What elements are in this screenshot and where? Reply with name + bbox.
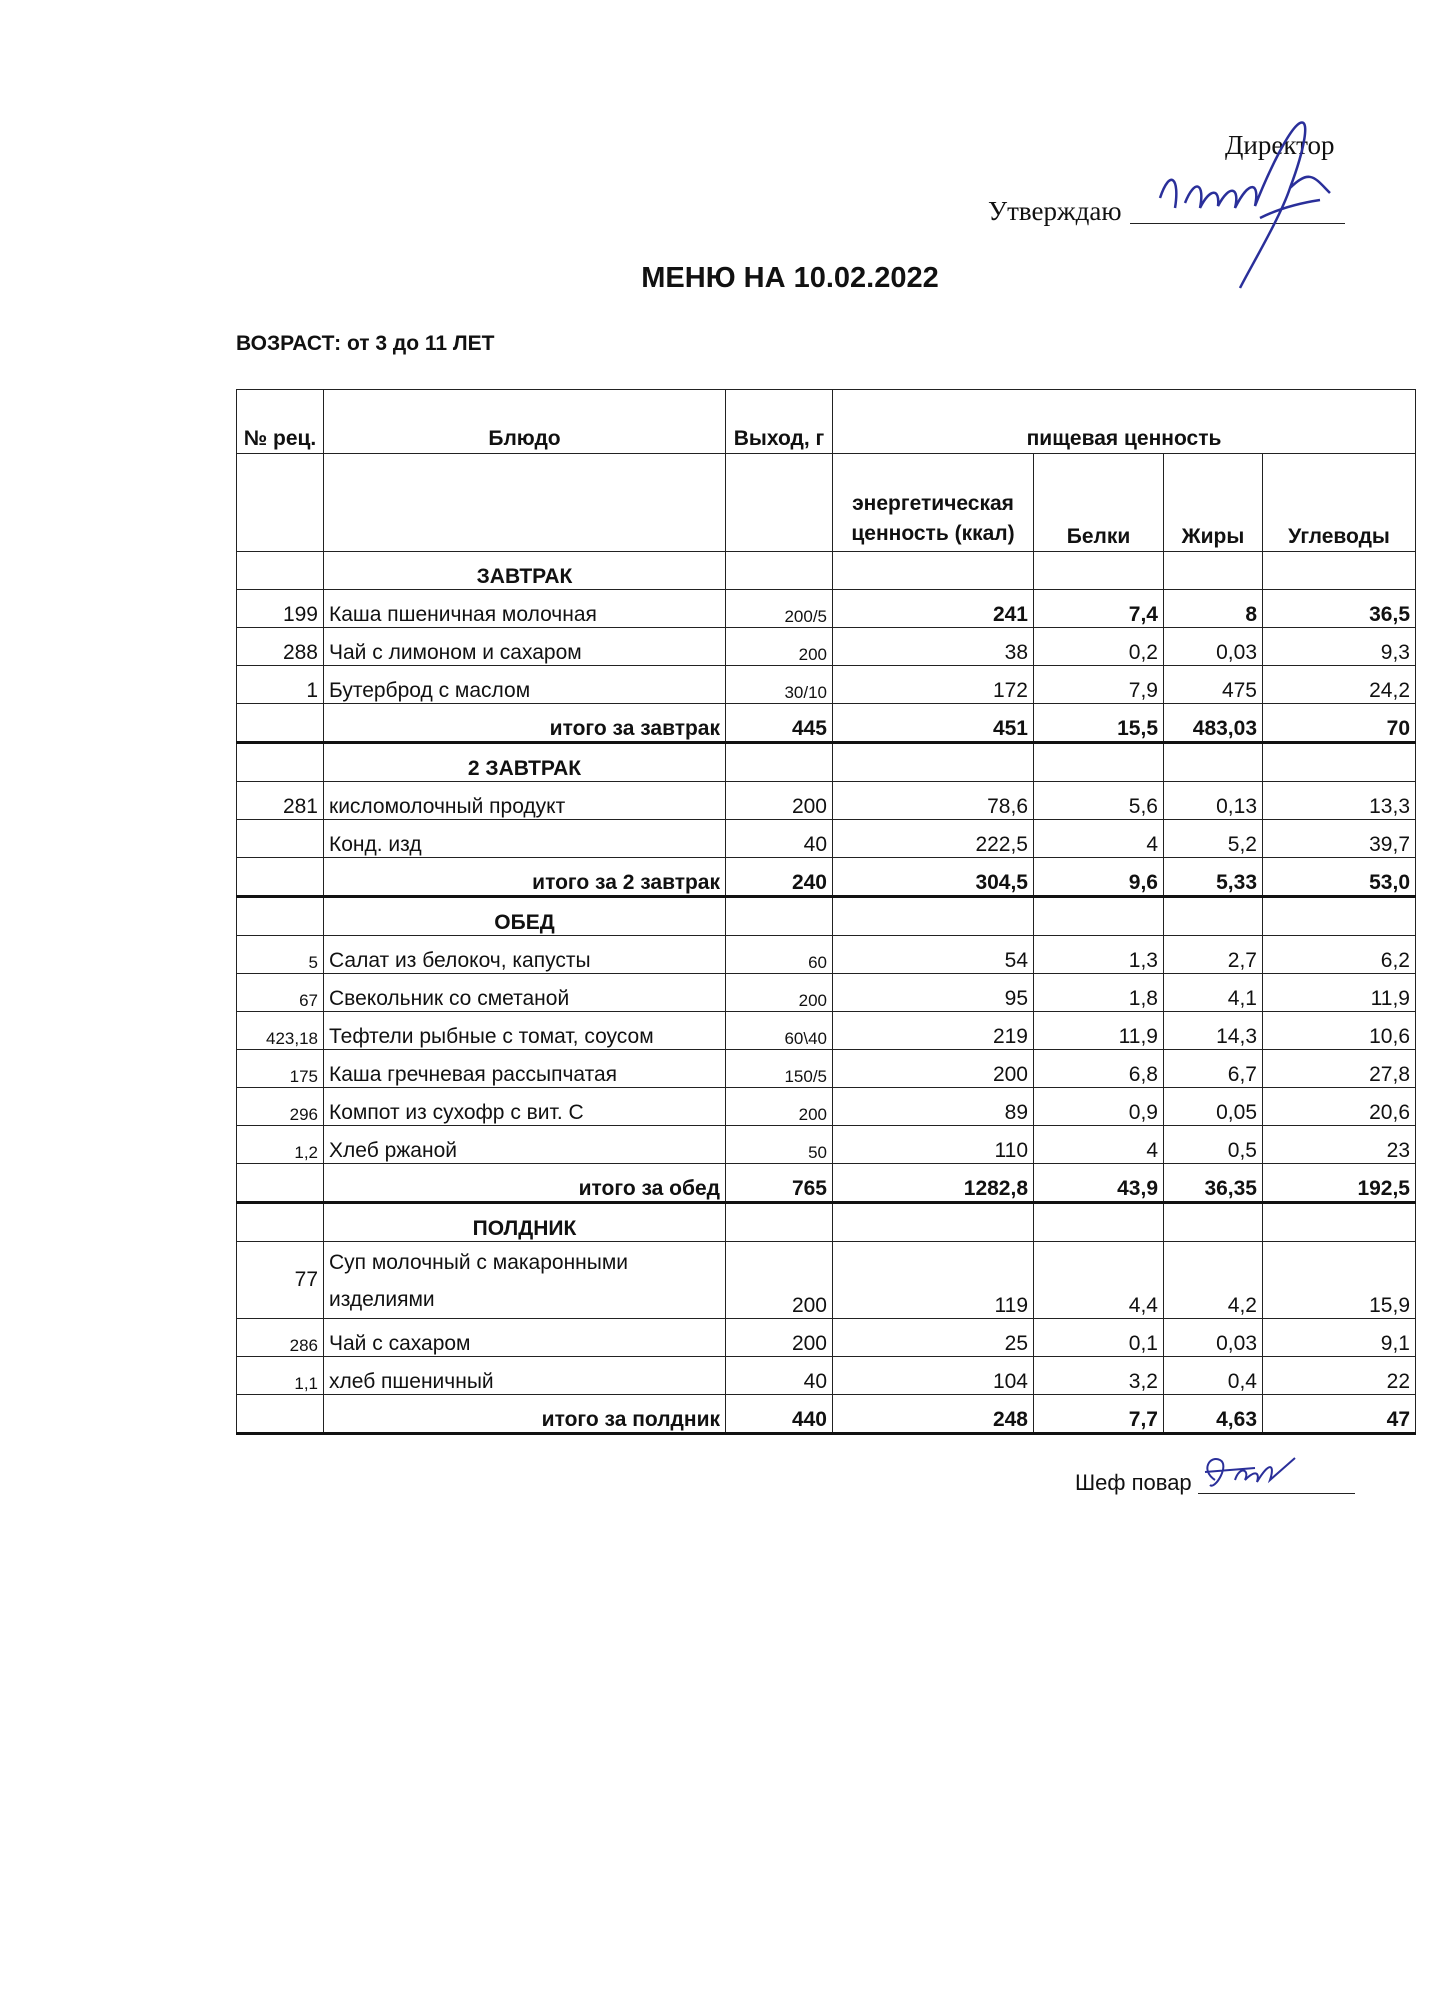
carbs-value: 47 <box>1263 1395 1416 1434</box>
col-dish: Блюдо <box>324 390 726 454</box>
rec-cell <box>237 743 324 782</box>
protein-value: 15,5 <box>1034 704 1164 743</box>
protein-value: 0,9 <box>1034 1088 1164 1126</box>
table-row <box>237 1012 1416 1050</box>
dish-name: Чай с сахаром <box>324 1319 726 1357</box>
rec-number: 423,18 <box>237 1012 324 1050</box>
rec-cell <box>237 897 324 936</box>
empty-cell <box>1263 1203 1416 1242</box>
dish-name: Хлеб ржаной <box>324 1126 726 1164</box>
protein-value: 4 <box>1034 1126 1164 1164</box>
col-energy: энергетическая ценность (ккал) <box>833 454 1034 552</box>
rec-number: 175 <box>237 1050 324 1088</box>
yield-value: 200 <box>726 782 833 820</box>
yield-value: 440 <box>726 1395 833 1434</box>
section-title: 2 ЗАВТРАК <box>324 743 726 782</box>
section-title: ЗАВТРАК <box>324 552 726 590</box>
carbs-value: 15,9 <box>1263 1242 1416 1319</box>
yield-value: 200 <box>726 1242 833 1319</box>
fat-value: 6,7 <box>1164 1050 1263 1088</box>
energy-value: 25 <box>833 1319 1034 1357</box>
fat-value: 5,33 <box>1164 858 1263 897</box>
dish-name: хлеб пшеничный <box>324 1357 726 1395</box>
fat-value: 0,03 <box>1164 1319 1263 1357</box>
rec-number: 5 <box>237 936 324 974</box>
carbs-value: 9,1 <box>1263 1319 1416 1357</box>
table-row <box>237 1319 1416 1357</box>
dish-name: Каша гречневая рассыпчатая <box>324 1050 726 1088</box>
empty-cell <box>1164 743 1263 782</box>
empty-cell <box>1164 1203 1263 1242</box>
col-fat: Жиры <box>1164 454 1263 552</box>
fat-value: 14,3 <box>1164 1012 1263 1050</box>
yield-value: 200 <box>726 974 833 1012</box>
fat-value: 4,2 <box>1164 1242 1263 1319</box>
empty-cell <box>1034 897 1164 936</box>
empty-cell <box>1263 552 1416 590</box>
yield-value: 30/10 <box>726 666 833 704</box>
table-row <box>237 936 1416 974</box>
dish-name: Чай с лимоном и сахаром <box>324 628 726 666</box>
rec-number: 1 <box>237 666 324 704</box>
protein-value: 5,6 <box>1034 782 1164 820</box>
page-title: МЕНЮ НА 10.02.2022 <box>641 262 939 294</box>
fat-value: 0,4 <box>1164 1357 1263 1395</box>
dish-name: Тефтели рыбные с томат, соусом <box>324 1012 726 1050</box>
yield-value: 200 <box>726 1319 833 1357</box>
chef-signature <box>1195 1450 1325 1495</box>
yield-value: 40 <box>726 820 833 858</box>
rec-number: 1,1 <box>237 1357 324 1395</box>
fat-value: 8 <box>1164 590 1263 628</box>
table-row <box>237 590 1416 628</box>
empty-cell <box>726 552 833 590</box>
yield-value: 200 <box>726 628 833 666</box>
dish-name: Салат из белокоч, капусты <box>324 936 726 974</box>
protein-value: 3,2 <box>1034 1357 1164 1395</box>
dish-name: кисломолочный продукт <box>324 782 726 820</box>
empty-cell <box>833 897 1034 936</box>
carbs-value: 22 <box>1263 1357 1416 1395</box>
energy-value: 200 <box>833 1050 1034 1088</box>
rec-number: 286 <box>237 1319 324 1357</box>
protein-value: 6,8 <box>1034 1050 1164 1088</box>
protein-value: 7,9 <box>1034 666 1164 704</box>
empty-cell <box>726 743 833 782</box>
empty-cell <box>726 897 833 936</box>
section-row <box>237 1203 1416 1242</box>
director-label: Директор <box>1225 130 1335 160</box>
dish-name: итого за полдник <box>324 1395 726 1434</box>
dish-name: Бутерброд с маслом <box>324 666 726 704</box>
dish-name: итого за завтрак <box>324 704 726 743</box>
energy-value: 241 <box>833 590 1034 628</box>
carbs-value: 53,0 <box>1263 858 1416 897</box>
carbs-value: 6,2 <box>1263 936 1416 974</box>
empty-cell <box>833 552 1034 590</box>
table-row <box>237 1357 1416 1395</box>
dish-name: итого за обед <box>324 1164 726 1203</box>
rec-number: 288 <box>237 628 324 666</box>
fat-value: 36,35 <box>1164 1164 1263 1203</box>
table-row <box>237 974 1416 1012</box>
energy-value: 78,6 <box>833 782 1034 820</box>
fat-value: 475 <box>1164 666 1263 704</box>
yield-value: 60\40 <box>726 1012 833 1050</box>
fat-value: 4,63 <box>1164 1395 1263 1434</box>
dish-name: Свекольник со сметаной <box>324 974 726 1012</box>
chef-label: Шеф повар <box>1075 1470 1192 1495</box>
carbs-value: 192,5 <box>1263 1164 1416 1203</box>
yield-value: 50 <box>726 1126 833 1164</box>
carbs-value: 70 <box>1263 704 1416 743</box>
total-row <box>237 1164 1416 1203</box>
yield-value: 240 <box>726 858 833 897</box>
rec-number <box>237 704 324 743</box>
energy-value: 89 <box>833 1088 1034 1126</box>
table-row <box>237 1242 1416 1319</box>
protein-value: 7,4 <box>1034 590 1164 628</box>
energy-value: 219 <box>833 1012 1034 1050</box>
empty-cell <box>1034 552 1164 590</box>
col-nutrition: пищевая ценность <box>833 390 1416 454</box>
table-row <box>237 1050 1416 1088</box>
yield-value: 445 <box>726 704 833 743</box>
empty-cell <box>1034 1203 1164 1242</box>
dish-name: итого за 2 завтрак <box>324 858 726 897</box>
empty-cell <box>833 743 1034 782</box>
protein-value: 4 <box>1034 820 1164 858</box>
protein-value: 43,9 <box>1034 1164 1164 1203</box>
empty-cell <box>1263 897 1416 936</box>
total-row <box>237 1395 1416 1434</box>
dish-name: Конд. изд <box>324 820 726 858</box>
energy-value: 1282,8 <box>833 1164 1034 1203</box>
yield-value: 40 <box>726 1357 833 1395</box>
yield-value: 765 <box>726 1164 833 1203</box>
yield-value: 60 <box>726 936 833 974</box>
carbs-value: 24,2 <box>1263 666 1416 704</box>
carbs-value: 27,8 <box>1263 1050 1416 1088</box>
col-protein: Белки <box>1034 454 1164 552</box>
empty-cell <box>1164 552 1263 590</box>
empty-cell <box>1263 743 1416 782</box>
fat-value: 0,05 <box>1164 1088 1263 1126</box>
rec-cell <box>237 1203 324 1242</box>
rec-number <box>237 1164 324 1203</box>
table-row <box>237 782 1416 820</box>
energy-value: 119 <box>833 1242 1034 1319</box>
energy-value: 104 <box>833 1357 1034 1395</box>
carbs-value: 39,7 <box>1263 820 1416 858</box>
fat-value: 2,7 <box>1164 936 1263 974</box>
rec-number <box>237 858 324 897</box>
empty-cell <box>833 1203 1034 1242</box>
energy-value: 172 <box>833 666 1034 704</box>
empty-cell <box>1034 743 1164 782</box>
dish-name: Каша пшеничная молочная <box>324 590 726 628</box>
total-row <box>237 704 1416 743</box>
rec-number: 67 <box>237 974 324 1012</box>
approve-label: Утверждаю <box>988 196 1122 226</box>
yield-value: 150/5 <box>726 1050 833 1088</box>
fat-value: 0,5 <box>1164 1126 1263 1164</box>
carbs-value: 23 <box>1263 1126 1416 1164</box>
section-row <box>237 743 1416 782</box>
protein-value: 4,4 <box>1034 1242 1164 1319</box>
table-row <box>237 1126 1416 1164</box>
energy-value: 304,5 <box>833 858 1034 897</box>
empty-cell <box>726 1203 833 1242</box>
rec-number: 281 <box>237 782 324 820</box>
rec-number <box>237 820 324 858</box>
energy-value: 222,5 <box>833 820 1034 858</box>
carbs-value: 20,6 <box>1263 1088 1416 1126</box>
age-label: ВОЗРАСТ: от 3 до 11 ЛЕТ <box>236 332 495 355</box>
empty-cell <box>1164 897 1263 936</box>
col-carbs: Углеводы <box>1263 454 1416 552</box>
protein-value: 11,9 <box>1034 1012 1164 1050</box>
table-row <box>237 666 1416 704</box>
yield-value: 200 <box>726 1088 833 1126</box>
col-rec: № рец. <box>237 390 324 454</box>
section-title: ОБЕД <box>324 897 726 936</box>
energy-value: 54 <box>833 936 1034 974</box>
rec-number: 1,2 <box>237 1126 324 1164</box>
energy-value: 38 <box>833 628 1034 666</box>
energy-value: 110 <box>833 1126 1034 1164</box>
fat-value: 0,13 <box>1164 782 1263 820</box>
rec-number: 199 <box>237 590 324 628</box>
fat-value: 0,03 <box>1164 628 1263 666</box>
energy-value: 451 <box>833 704 1034 743</box>
rec-number <box>237 1395 324 1434</box>
dish-name: Компот из сухофр с вит. С <box>324 1088 726 1126</box>
yield-value: 200/5 <box>726 590 833 628</box>
table-row <box>237 820 1416 858</box>
carbs-value: 10,6 <box>1263 1012 1416 1050</box>
fat-value: 4,1 <box>1164 974 1263 1012</box>
carbs-value: 36,5 <box>1263 590 1416 628</box>
fat-value: 483,03 <box>1164 704 1263 743</box>
section-title: ПОЛДНИК <box>324 1203 726 1242</box>
rec-cell <box>237 552 324 590</box>
total-row <box>237 858 1416 897</box>
carbs-value: 9,3 <box>1263 628 1416 666</box>
protein-value: 1,8 <box>1034 974 1164 1012</box>
fat-value: 5,2 <box>1164 820 1263 858</box>
col-yield: Выход, г <box>726 390 833 454</box>
section-row <box>237 897 1416 936</box>
protein-value: 9,6 <box>1034 858 1164 897</box>
dish-name: Суп молочный с макаронными изделиями <box>324 1242 726 1319</box>
energy-value: 95 <box>833 974 1034 1012</box>
carbs-value: 11,9 <box>1263 974 1416 1012</box>
table-row <box>237 1088 1416 1126</box>
protein-value: 0,1 <box>1034 1319 1164 1357</box>
energy-value: 248 <box>833 1395 1034 1434</box>
table-row <box>237 628 1416 666</box>
rec-number: 77 <box>237 1242 324 1319</box>
protein-value: 0,2 <box>1034 628 1164 666</box>
rec-number: 296 <box>237 1088 324 1126</box>
protein-value: 1,3 <box>1034 936 1164 974</box>
carbs-value: 13,3 <box>1263 782 1416 820</box>
section-row <box>237 552 1416 590</box>
protein-value: 7,7 <box>1034 1395 1164 1434</box>
menu-table <box>236 389 1416 1435</box>
